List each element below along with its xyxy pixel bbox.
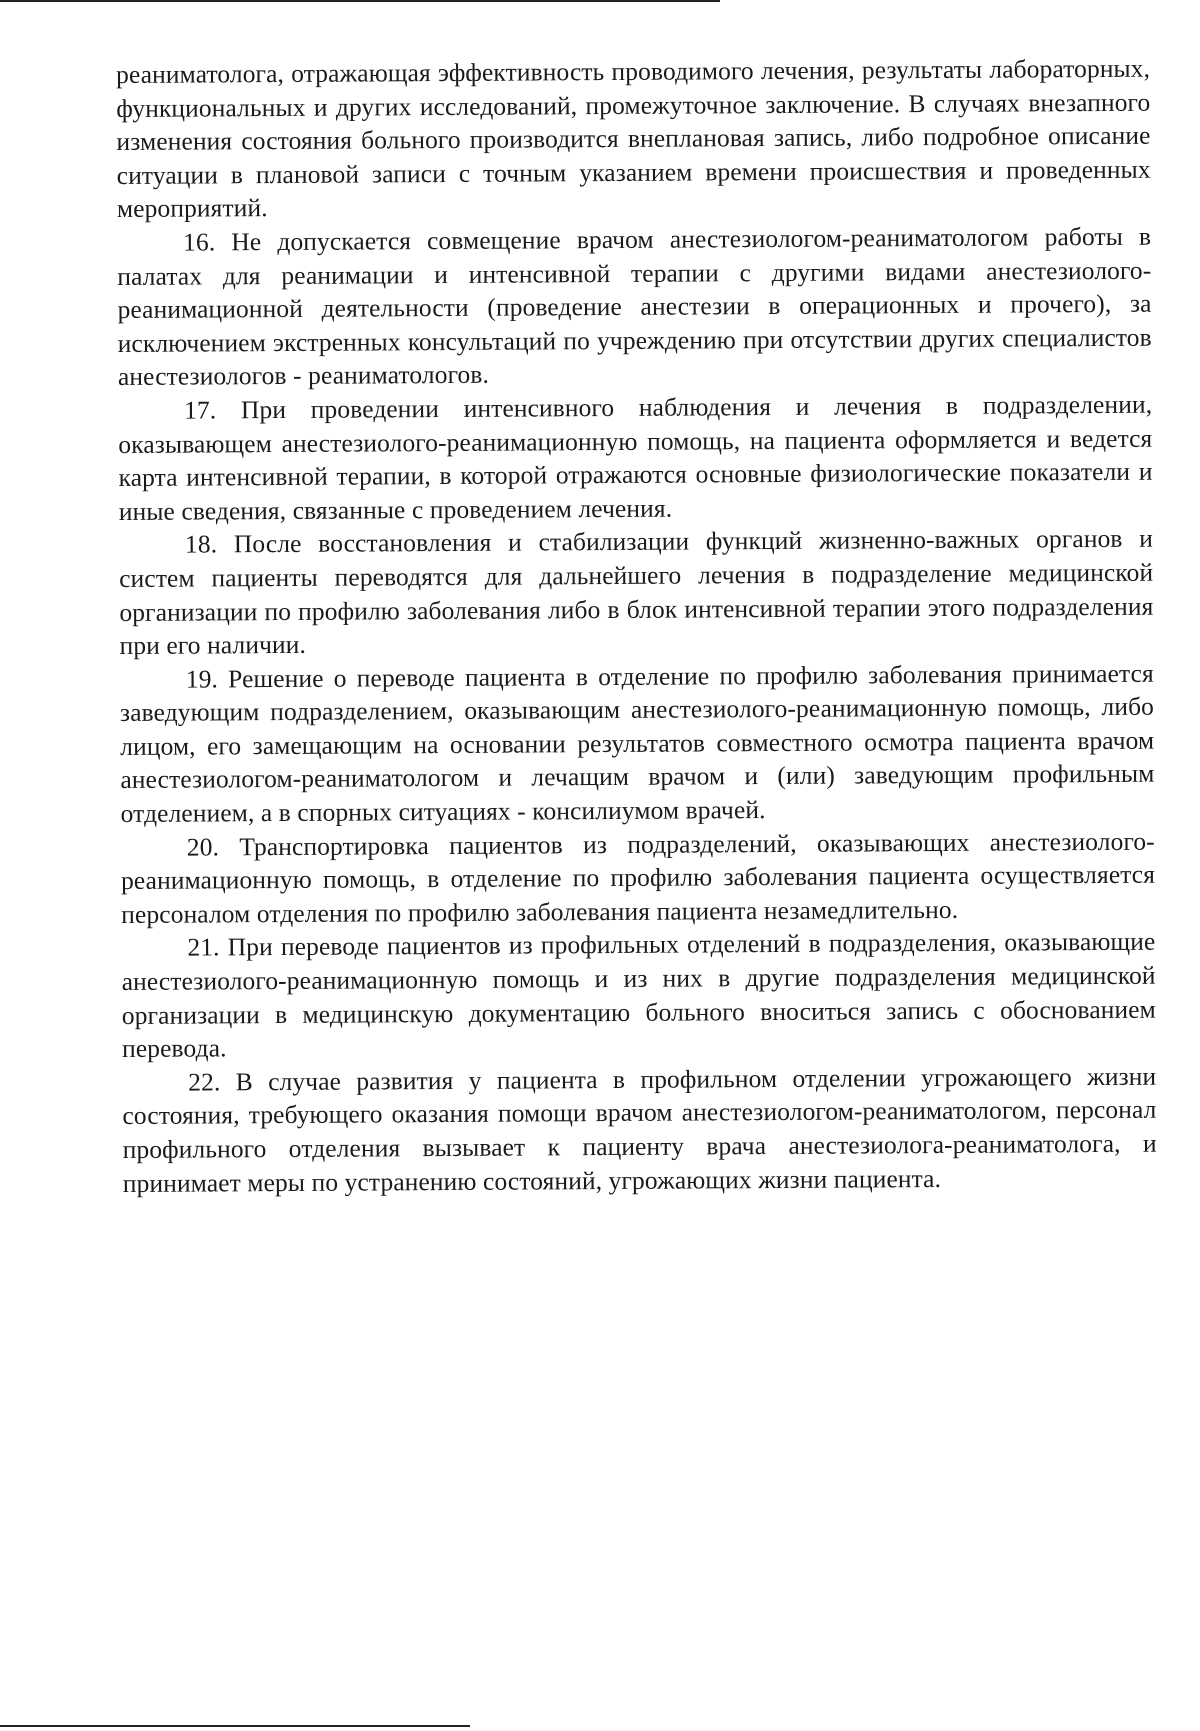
paragraph-20: 20. Транспортировка пациентов из подразделений, оказывающих анестезиолого-реанимационную помощь, в отделение по профилю заболевания пациента осуществляется персоналом отделения по профилю заболевания пациента незамедлительно. xyxy=(120,826,1156,929)
paragraph-18: 18. После восстановления и стабилизации функций жизненно-важных органов и систем пациенты переводятся для дальнейшего лечения в подразделение медицинской организации по профилю заболевания либо в блок интенсивной терапии этого подразделения при его наличии. xyxy=(119,523,1154,661)
paragraph-22: 22. В случае развития у пациента в профильном отделении угрожающего жизни состояния, требующего оказания помощи врачом анестезиологом-реаниматологом, персонал профильного отделения вызывает к пациенту врача анестезиолога-реаниматолога, и принимает меры по устранению состояний, угрожающих жизни пациента. xyxy=(122,1061,1157,1198)
bottom-rule xyxy=(0,1725,470,1727)
document-body xyxy=(116,52,1157,1200)
top-rule xyxy=(0,0,720,2)
paragraph-16: 16. Не допускается совмещение врачом анестезиологом-реаниматологом работы в палатах для реанимации и интенсивной терапии с другими видами анестезиолого-реанимационной деятельности (проведение анестезии в операционных и прочего), за исключением экстренных консультаций по учреждению при отсутствии других специалистов анестезиологов - реаниматологов. xyxy=(117,221,1152,392)
paragraph-17: 17. При проведении интенсивного наблюдения и лечения в подразделении, оказывающем анестезиолого-реанимационную помощь, на пациента оформляется и ведется карта интенсивной терапии, в которой отражаются основные физиологические показатели и иные сведения, связанные с проведением лечения. xyxy=(118,389,1153,526)
paragraph-continuation: реаниматолога, отражающая эффективность проводимого лечения, результаты лабораторных, функциональных и других исследований, промежуточное заключение. В случаях внезапного изменения состояния больного производится внеплановая запись, либо подробное описание ситуации в плановой записи с точным указанием времени происшествия и проведенных мероприятий. xyxy=(116,53,1151,224)
paragraph-21: 21. При переводе пациентов из профильных отделений в подразделения, оказывающие анестезиолого-реанимационную помощь и из них в другие подразделения медицинской организации в медицинскую документацию больного вноситься запись с обоснованием перевода. xyxy=(121,927,1156,1064)
paragraph-19: 19. Решение о переводе пациента в отделение по профилю заболевания принимается заведующим подразделением, оказывающим анестезиолого-реанимационную помощь, либо лицом, его замещающим на основании результатов совместного осмотра пациента врачом анестезиологом-реаниматологом и лечащим врачом и (или) заведующим профильным отделением, а в спорных ситуациях - консилиумом врачей. xyxy=(119,658,1155,829)
